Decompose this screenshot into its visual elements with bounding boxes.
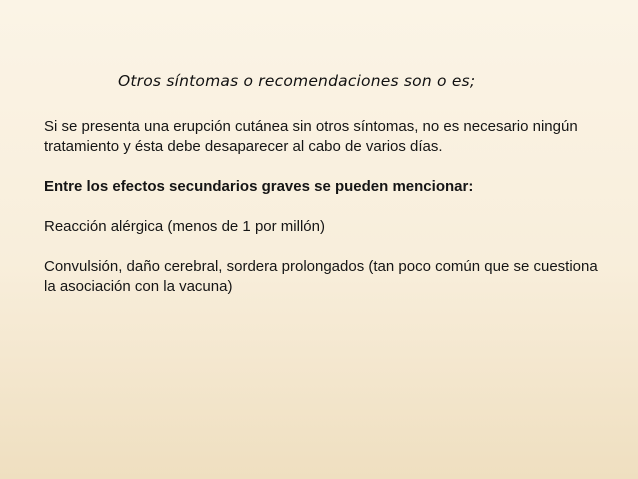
paragraph-rash-info: Si se presenta una erupción cutánea sin otros síntomas, no es necesario ningún tratamiento y ésta debe desaparecer al cabo de varios días. [44, 118, 578, 155]
slide-body [44, 117, 604, 317]
paragraph-allergic-reaction: Reacción alérgica (menos de 1 por millón) [44, 218, 325, 235]
paragraph-serious-effects-heading: Entre los efectos secundarios graves se pueden mencionar: [44, 178, 474, 195]
slide-title: Otros síntomas o recomendaciones son o es; [118, 72, 476, 90]
paragraph-convulsion: Convulsión, daño cerebral, sordera prolongados (tan poco común que se cuestiona la asociación con la vacuna) [44, 258, 598, 295]
